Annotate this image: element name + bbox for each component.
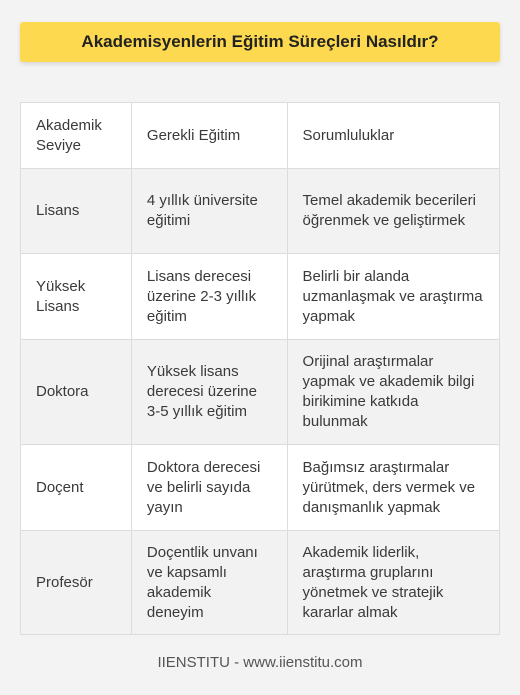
cell-responsibilities: Temel akademik becerileri öğrenmek ve geliştirmek <box>287 169 499 254</box>
table-header-row <box>21 103 500 169</box>
footer-credit: IIENSTITU - www.iienstitu.com <box>157 654 363 671</box>
cell-level: Profesör <box>21 531 132 635</box>
table-row <box>21 254 500 340</box>
cell-level: Lisans <box>21 169 132 254</box>
education-table <box>20 102 500 635</box>
table-row <box>21 340 500 445</box>
cell-responsibilities: Akademik liderlik, araştırma gruplarını yönetmek ve stratejik kararlar almak <box>287 531 499 635</box>
cell-education: Doçentlik unvanı ve kapsamlı akademik deneyim <box>131 531 287 635</box>
cell-education: Yüksek lisans derecesi üzerine 3-5 yıllık eğitim <box>131 340 287 445</box>
cell-responsibilities: Belirli bir alanda uzmanlaşmak ve araştırma yapmak <box>287 254 499 340</box>
cell-education: 4 yıllık üniversite eğitimi <box>131 169 287 254</box>
page-title: Akademisyenlerin Eğitim Süreçleri Nasıldır? <box>20 22 500 62</box>
table-row <box>21 531 500 635</box>
cell-responsibilities: Bağımsız araştırmalar yürütmek, ders vermek ve danışmanlık yapmak <box>287 445 499 531</box>
cell-responsibilities: Orijinal araştırmalar yapmak ve akademik bilgi birikimine katkıda bulunmak <box>287 340 499 445</box>
cell-education: Doktora derecesi ve belirli sayıda yayın <box>131 445 287 531</box>
header-level: Akademik Seviye <box>21 103 132 169</box>
table-row <box>21 445 500 531</box>
table-row <box>21 169 500 254</box>
cell-education: Lisans derecesi üzerine 2-3 yıllık eğitim <box>131 254 287 340</box>
cell-level: Doktora <box>21 340 132 445</box>
cell-level: Yüksek Lisans <box>21 254 132 340</box>
cell-level: Doçent <box>21 445 132 531</box>
header-education: Gerekli Eğitim <box>131 103 287 169</box>
header-responsibilities: Sorumluluklar <box>287 103 499 169</box>
